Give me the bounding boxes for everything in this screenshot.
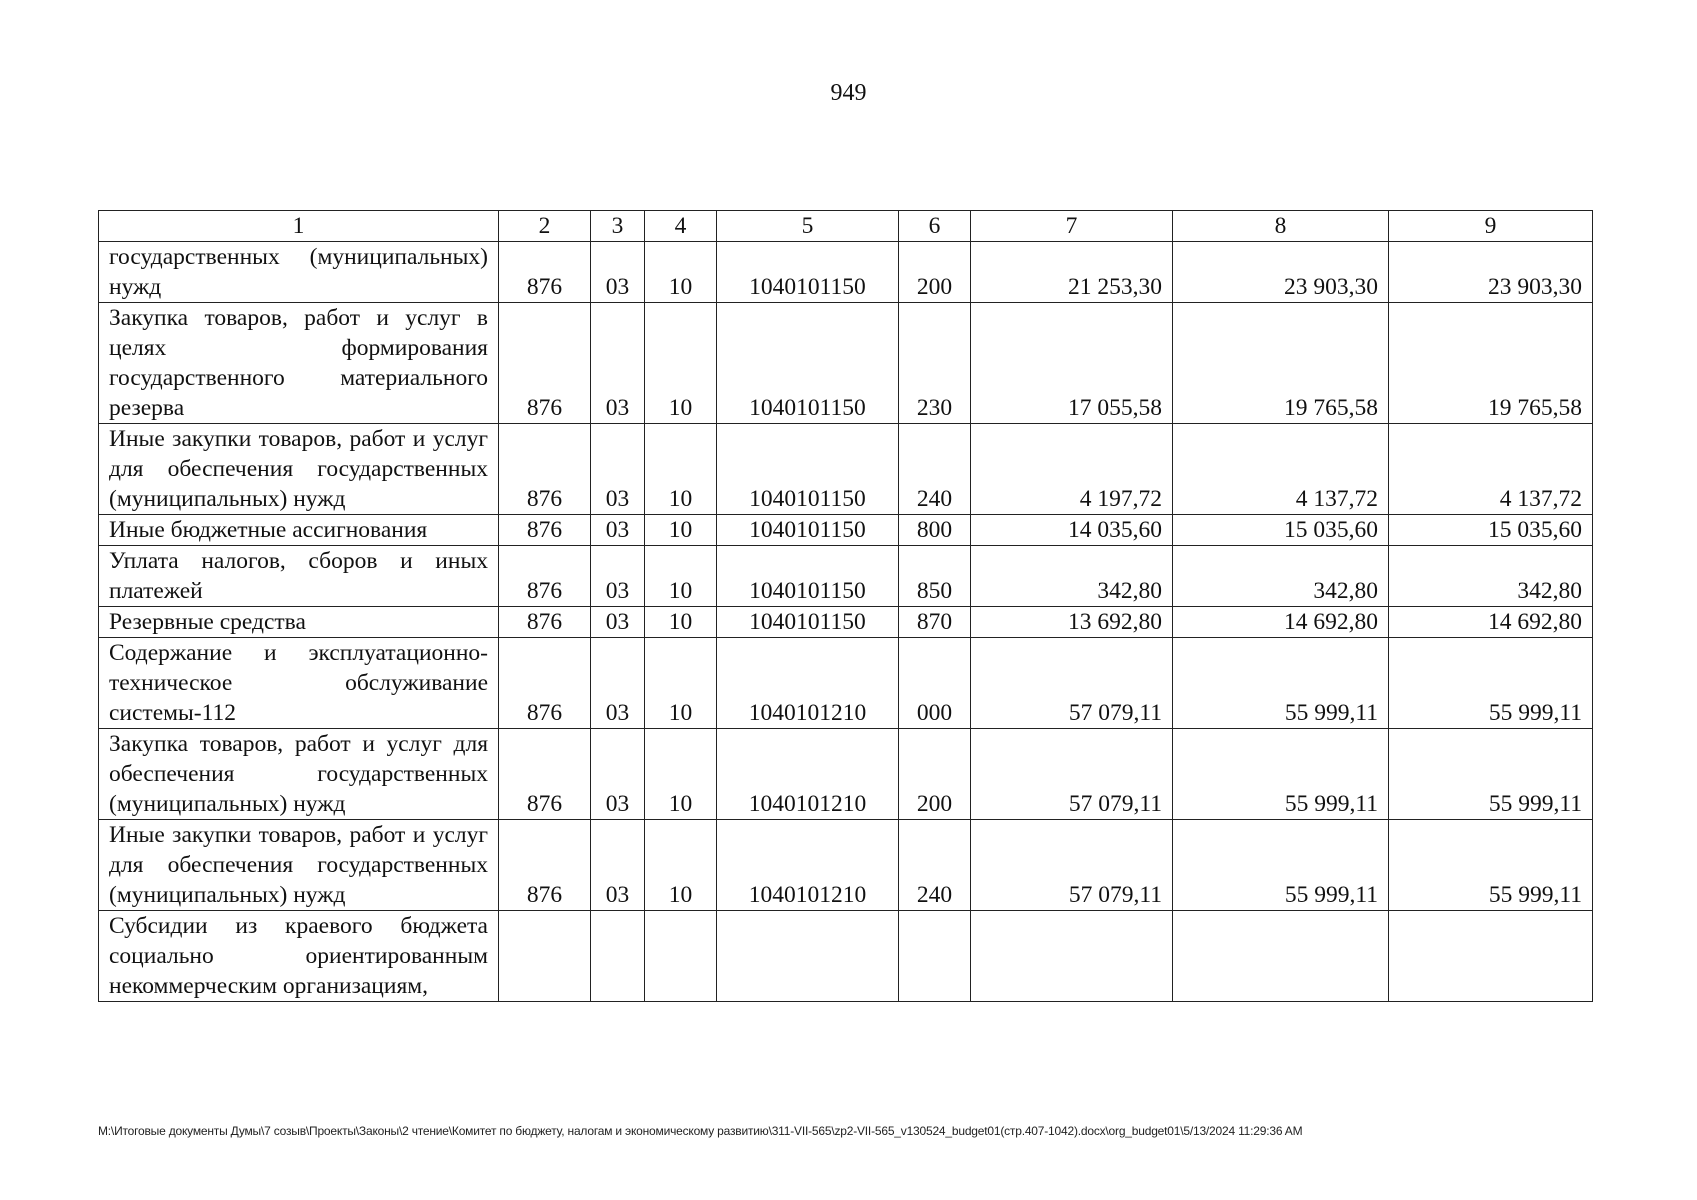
row-cell-razdel: 03 <box>591 242 645 303</box>
row-cell-ved <box>499 911 591 1002</box>
budget-table <box>98 210 1593 1002</box>
row-description: Уплата налогов, сборов и иных платежей <box>99 546 499 607</box>
row-cell-sum-7: 17 055,58 <box>971 303 1173 424</box>
row-cell-razdel <box>591 911 645 1002</box>
col-header-4: 4 <box>645 211 717 242</box>
table-row <box>99 303 1593 424</box>
row-cell-sum-7: 13 692,80 <box>971 607 1173 638</box>
row-description: Закупка товаров, работ и услуг в целях формирования государственного материального резерва <box>99 303 499 424</box>
page-number: 949 <box>830 80 867 106</box>
row-cell-sum-9: 55 999,11 <box>1389 638 1593 729</box>
row-cell-csr: 1040101150 <box>717 424 899 515</box>
col-header-5: 5 <box>717 211 899 242</box>
row-cell-podrazdel: 10 <box>645 242 717 303</box>
row-description: Иные закупки товаров, работ и услуг для обеспечения государственных (муниципальных) нужд <box>99 820 499 911</box>
col-header-2: 2 <box>499 211 591 242</box>
row-cell-razdel: 03 <box>591 607 645 638</box>
row-cell-sum-9: 4 137,72 <box>1389 424 1593 515</box>
row-cell-sum-7: 57 079,11 <box>971 820 1173 911</box>
row-cell-sum-8: 15 035,60 <box>1173 515 1389 546</box>
row-cell-vr: 000 <box>899 638 971 729</box>
row-cell-sum-8 <box>1173 911 1389 1002</box>
row-description: Субсидии из краевого бюджета социально ориентированным некоммерческим организациям, <box>99 911 499 1002</box>
row-cell-sum-8: 14 692,80 <box>1173 607 1389 638</box>
row-cell-sum-8: 55 999,11 <box>1173 729 1389 820</box>
row-cell-ved: 876 <box>499 546 591 607</box>
row-cell-podrazdel: 10 <box>645 515 717 546</box>
row-cell-csr: 1040101150 <box>717 303 899 424</box>
row-cell-csr: 1040101150 <box>717 607 899 638</box>
row-cell-sum-8: 55 999,11 <box>1173 638 1389 729</box>
row-cell-sum-8: 19 765,58 <box>1173 303 1389 424</box>
row-cell-sum-9: 55 999,11 <box>1389 820 1593 911</box>
row-cell-razdel: 03 <box>591 729 645 820</box>
row-cell-sum-7: 57 079,11 <box>971 638 1173 729</box>
col-header-7: 7 <box>971 211 1173 242</box>
row-cell-sum-9: 55 999,11 <box>1389 729 1593 820</box>
row-description: Содержание и эксплуатационно-техническое обслуживание системы-112 <box>99 638 499 729</box>
col-header-1: 1 <box>99 211 499 242</box>
table-row <box>99 607 1593 638</box>
col-header-8: 8 <box>1173 211 1389 242</box>
row-cell-sum-7: 57 079,11 <box>971 729 1173 820</box>
row-cell-csr: 1040101150 <box>717 242 899 303</box>
row-cell-sum-8: 23 903,30 <box>1173 242 1389 303</box>
table-row <box>99 638 1593 729</box>
row-cell-vr: 230 <box>899 303 971 424</box>
row-cell-vr: 870 <box>899 607 971 638</box>
row-cell-csr: 1040101210 <box>717 820 899 911</box>
row-cell-sum-7: 21 253,30 <box>971 242 1173 303</box>
row-cell-csr: 1040101150 <box>717 515 899 546</box>
row-cell-podrazdel: 10 <box>645 303 717 424</box>
col-header-9: 9 <box>1389 211 1593 242</box>
row-cell-razdel: 03 <box>591 546 645 607</box>
row-cell-ved: 876 <box>499 424 591 515</box>
row-cell-vr: 200 <box>899 242 971 303</box>
table-row <box>99 820 1593 911</box>
row-cell-ved: 876 <box>499 242 591 303</box>
row-cell-csr: 1040101210 <box>717 638 899 729</box>
row-cell-sum-9: 23 903,30 <box>1389 242 1593 303</box>
row-cell-podrazdel: 10 <box>645 729 717 820</box>
row-cell-sum-8: 342,80 <box>1173 546 1389 607</box>
row-description: государственных (муниципальных) нужд <box>99 242 499 303</box>
row-cell-podrazdel: 10 <box>645 820 717 911</box>
row-cell-razdel: 03 <box>591 638 645 729</box>
row-cell-sum-9: 342,80 <box>1389 546 1593 607</box>
row-cell-csr: 1040101150 <box>717 546 899 607</box>
row-cell-podrazdel: 10 <box>645 607 717 638</box>
table-header-row <box>99 211 1593 242</box>
row-cell-ved: 876 <box>499 729 591 820</box>
table-row <box>99 546 1593 607</box>
row-cell-sum-7: 342,80 <box>971 546 1173 607</box>
row-cell-sum-9: 15 035,60 <box>1389 515 1593 546</box>
row-cell-podrazdel: 10 <box>645 546 717 607</box>
row-cell-razdel: 03 <box>591 515 645 546</box>
row-cell-ved: 876 <box>499 820 591 911</box>
row-cell-sum-7 <box>971 911 1173 1002</box>
table-row <box>99 911 1593 1002</box>
table-row <box>99 515 1593 546</box>
row-cell-podrazdel: 10 <box>645 424 717 515</box>
table-row <box>99 242 1593 303</box>
row-cell-vr: 240 <box>899 424 971 515</box>
table-row <box>99 729 1593 820</box>
row-cell-vr: 240 <box>899 820 971 911</box>
row-cell-ved: 876 <box>499 515 591 546</box>
row-cell-ved: 876 <box>499 607 591 638</box>
row-cell-csr: 1040101210 <box>717 729 899 820</box>
row-cell-razdel: 03 <box>591 820 645 911</box>
row-cell-ved: 876 <box>499 303 591 424</box>
row-cell-sum-9 <box>1389 911 1593 1002</box>
row-description: Закупка товаров, работ и услуг для обеспечения государственных (муниципальных) нужд <box>99 729 499 820</box>
row-cell-vr: 200 <box>899 729 971 820</box>
row-description: Иные закупки товаров, работ и услуг для обеспечения государственных (муниципальных) нужд <box>99 424 499 515</box>
row-cell-podrazdel <box>645 911 717 1002</box>
row-description: Иные бюджетные ассигнования <box>99 515 499 546</box>
row-cell-razdel: 03 <box>591 424 645 515</box>
row-cell-razdel: 03 <box>591 303 645 424</box>
table-body <box>99 242 1593 1002</box>
row-cell-vr <box>899 911 971 1002</box>
row-description: Резервные средства <box>99 607 499 638</box>
row-cell-sum-9: 14 692,80 <box>1389 607 1593 638</box>
row-cell-ved: 876 <box>499 638 591 729</box>
row-cell-sum-7: 14 035,60 <box>971 515 1173 546</box>
row-cell-csr <box>717 911 899 1002</box>
row-cell-podrazdel: 10 <box>645 638 717 729</box>
table-row <box>99 424 1593 515</box>
col-header-3: 3 <box>591 211 645 242</box>
row-cell-vr: 800 <box>899 515 971 546</box>
row-cell-sum-8: 55 999,11 <box>1173 820 1389 911</box>
col-header-6: 6 <box>899 211 971 242</box>
row-cell-vr: 850 <box>899 546 971 607</box>
document-path-footer: M:\Итоговые документы Думы\7 созыв\Проекты\Законы\2 чтение\Комитет по бюджету, налогам и экономическому развитию\311-VII-565\zp2-VII-565_v130524_budget01(стр.407-1042).docx\org_budget01\5/13/2024 11:29:36 AM <box>98 1124 1303 1138</box>
row-cell-sum-8: 4 137,72 <box>1173 424 1389 515</box>
row-cell-sum-9: 19 765,58 <box>1389 303 1593 424</box>
row-cell-sum-7: 4 197,72 <box>971 424 1173 515</box>
